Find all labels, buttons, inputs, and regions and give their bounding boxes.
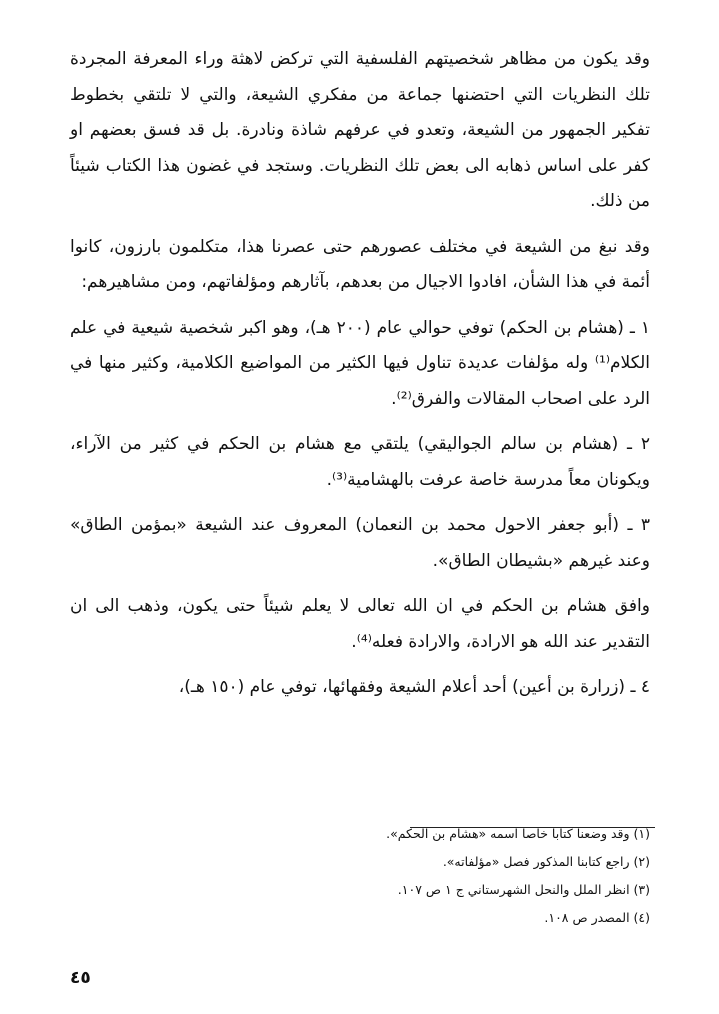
- page-number: ٤٥: [70, 968, 91, 988]
- paragraph-zurara-ibn-ayan: ٤ ـ (زرارة بن أعين) أحد أعلام الشيعة وفقهائها، توفي عام (١٥٠ هـ)،: [178, 677, 650, 697]
- footnotes: [300, 820, 650, 932]
- paragraph-theologians-intro: وقد نبغ من الشيعة في مختلف عصورهم حتى عصرنا هذا، متكلمون بارزون، كانوا أئمة في هذا الشأن، افادوا الاجيال من بعدهم، بآثارهم ومؤلفاتهم، ومن مشاهيرهم:: [70, 236, 650, 292]
- paragraph-hisham-ibn-al-hakam: ١ ـ (هشام بن الحكم) توفي حوالي عام (٢٠٠ هـ)، وهو اكبر شخصية شيعية في علم الكلام⁽¹⁾ وله مؤلفات عديدة تناول فيها الكثير من المواضيع الكلامية، وكثير منها في الرد على اصحاب المقالات والفرق⁽²⁾.: [70, 317, 650, 409]
- footnote-1: (١) وقد وضعنا كتابا خاصا اسمه «هشام بن الحكم».: [386, 826, 650, 841]
- footnote-2: (٢) راجع كتابنا المذكور فصل «مؤلفاته».: [442, 854, 650, 869]
- paragraph-philosophical-traits: وقد يكون من مظاهر شخصيتهم الفلسفية التي تركض لاهثة وراء المعرفة المجردة تلك النظريات التي احتضنها جماعة من مفكري الشيعة، والتي لا تلتقي بخطوط تفكير الجمهور من الشيعة، وتعدو في عرفهم شاذة ونادرة. بل قد فسق بعضهم او كفر على اساس ذهابه الى بعض تلك النظريات. وستجد في غضون هذا الكتاب شيئاً من ذلك.: [70, 49, 650, 211]
- paragraph-abu-jafar-al-ahwal: ٣ ـ (أبو جعفر الاحول محمد بن النعمان) المعروف عند الشيعة «بمؤمن الطاق» وعند غيرهم «بشيطان الطاق».: [70, 515, 650, 571]
- footnote-3: (٣) انظر الملل والنحل الشهرستاني ج ١ ص ١٠٧.: [397, 882, 650, 897]
- main-text: [70, 42, 650, 706]
- paragraph-agreement-note: وافق هشام بن الحكم في ان الله تعالى لا يعلم شيئاً حتى يكون، وذهب الى ان التقدير عند الله هو الارادة، والارادة فعله⁽⁴⁾.: [70, 596, 650, 652]
- paragraph-hisham-ibn-salim: ٢ ـ (هشام بن سالم الجواليقي) يلتقي مع هشام بن الحكم في كثير من الآراء، ويكونان معاً مدرسة خاصة عرفت بالهشامية⁽³⁾.: [70, 434, 650, 490]
- footnote-4: (٤) المصدر ص ١٠٨.: [544, 910, 650, 925]
